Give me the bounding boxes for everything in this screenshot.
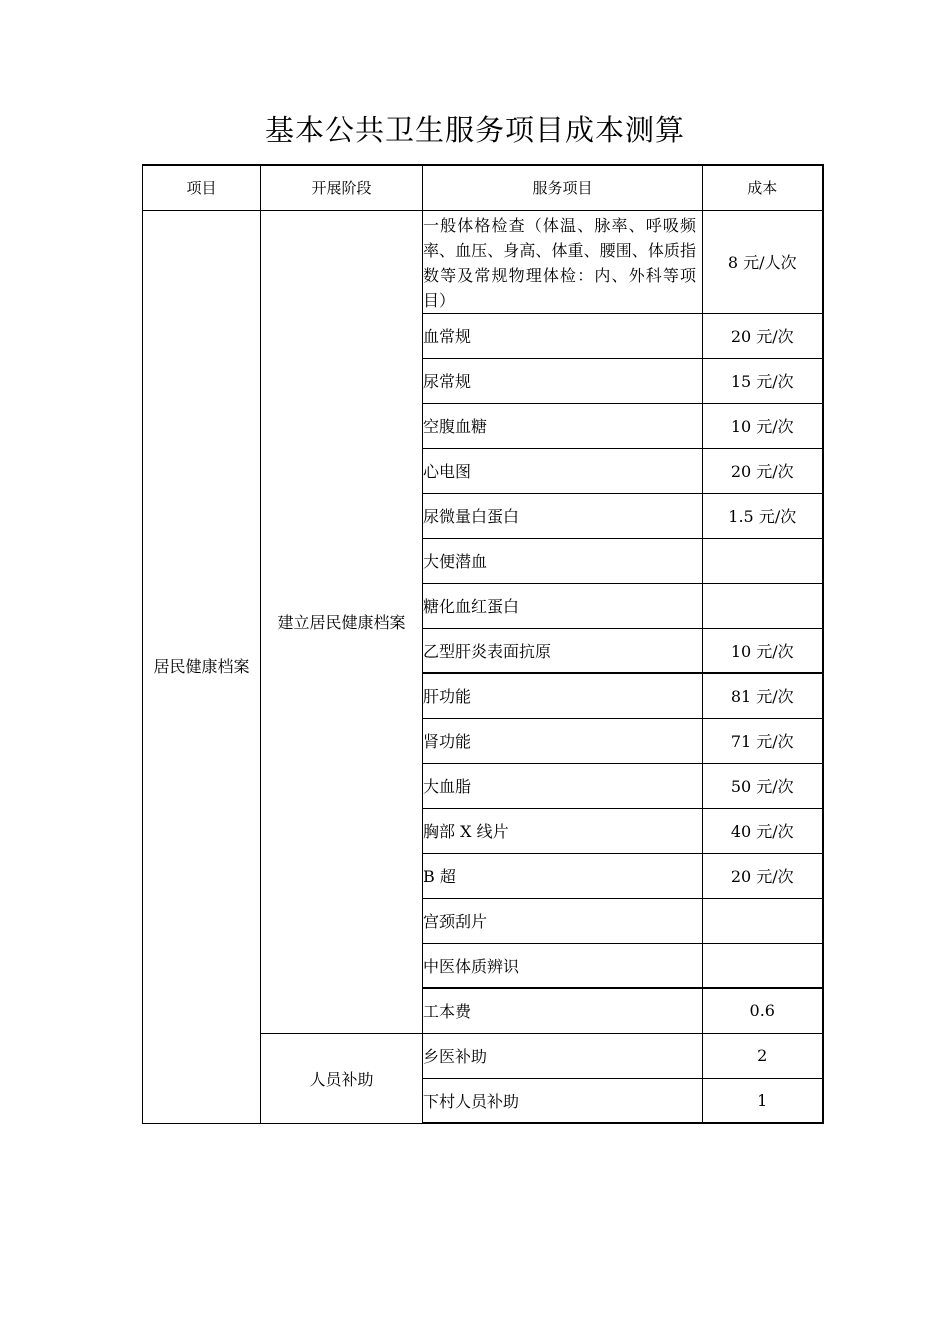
cost-cell: 1 — [703, 1078, 823, 1123]
service-item-cell: 肾功能 — [423, 718, 703, 763]
cost-cell: 81 元/次 — [703, 673, 823, 718]
service-item-cell: 大便潜血 — [423, 538, 703, 583]
service-item-cell: 工本费 — [423, 988, 703, 1033]
cost-table — [142, 164, 824, 1124]
service-item-cell: 下村人员补助 — [423, 1078, 703, 1123]
cost-cell: 10 元/次 — [703, 403, 823, 448]
service-item-cell: 宫颈刮片 — [423, 898, 703, 943]
cost-cell: 20 元/次 — [703, 313, 823, 358]
service-item-cell: 肝功能 — [423, 673, 703, 718]
table-header-row — [143, 165, 823, 210]
stage-cell: 建立居民健康档案 — [261, 210, 423, 1033]
service-item-cell: 乡医补助 — [423, 1033, 703, 1078]
service-item-cell: 胸部 X 线片 — [423, 808, 703, 853]
cost-cell — [703, 538, 823, 583]
cost-cell: 1.5 元/次 — [703, 493, 823, 538]
service-item-cell: 血常规 — [423, 313, 703, 358]
cost-cell: 40 元/次 — [703, 808, 823, 853]
project-cell: 居民健康档案 — [143, 210, 261, 1123]
service-item-cell: 糖化血红蛋白 — [423, 583, 703, 628]
cost-cell: 8 元/人次 — [703, 210, 823, 313]
cost-cell: 50 元/次 — [703, 763, 823, 808]
service-item-cell: 尿微量白蛋白 — [423, 493, 703, 538]
cost-cell — [703, 898, 823, 943]
cost-cell: 2 — [703, 1033, 823, 1078]
service-item-cell: 大血脂 — [423, 763, 703, 808]
document-title: 基本公共卫生服务项目成本测算 — [264, 113, 685, 147]
cost-cell: 20 元/次 — [703, 853, 823, 898]
stage-cell: 人员补助 — [261, 1033, 423, 1123]
service-item-cell: 乙型肝炎表面抗原 — [423, 628, 703, 673]
header-stage: 开展阶段 — [261, 165, 423, 210]
header-cost: 成本 — [703, 165, 823, 210]
service-item-cell: 中医体质辨识 — [423, 943, 703, 988]
cost-cell: 71 元/次 — [703, 718, 823, 763]
header-service-item: 服务项目 — [423, 165, 703, 210]
cost-cell — [703, 583, 823, 628]
service-item-cell: 尿常规 — [423, 358, 703, 403]
cost-cell — [703, 943, 823, 988]
service-item-cell: 一般体格检查（体温、脉率、呼吸频率、血压、身高、体重、腰围、体质指数等及常规物理体检：内、外科等项目） — [423, 210, 703, 313]
service-item-cell: B 超 — [423, 853, 703, 898]
cost-cell: 15 元/次 — [703, 358, 823, 403]
cost-cell: 20 元/次 — [703, 448, 823, 493]
header-project: 项目 — [143, 165, 261, 210]
table-row — [143, 210, 823, 313]
cost-cell: 10 元/次 — [703, 628, 823, 673]
service-item-cell: 心电图 — [423, 448, 703, 493]
service-item-cell: 空腹血糖 — [423, 403, 703, 448]
cost-cell: 0.6 — [703, 988, 823, 1033]
